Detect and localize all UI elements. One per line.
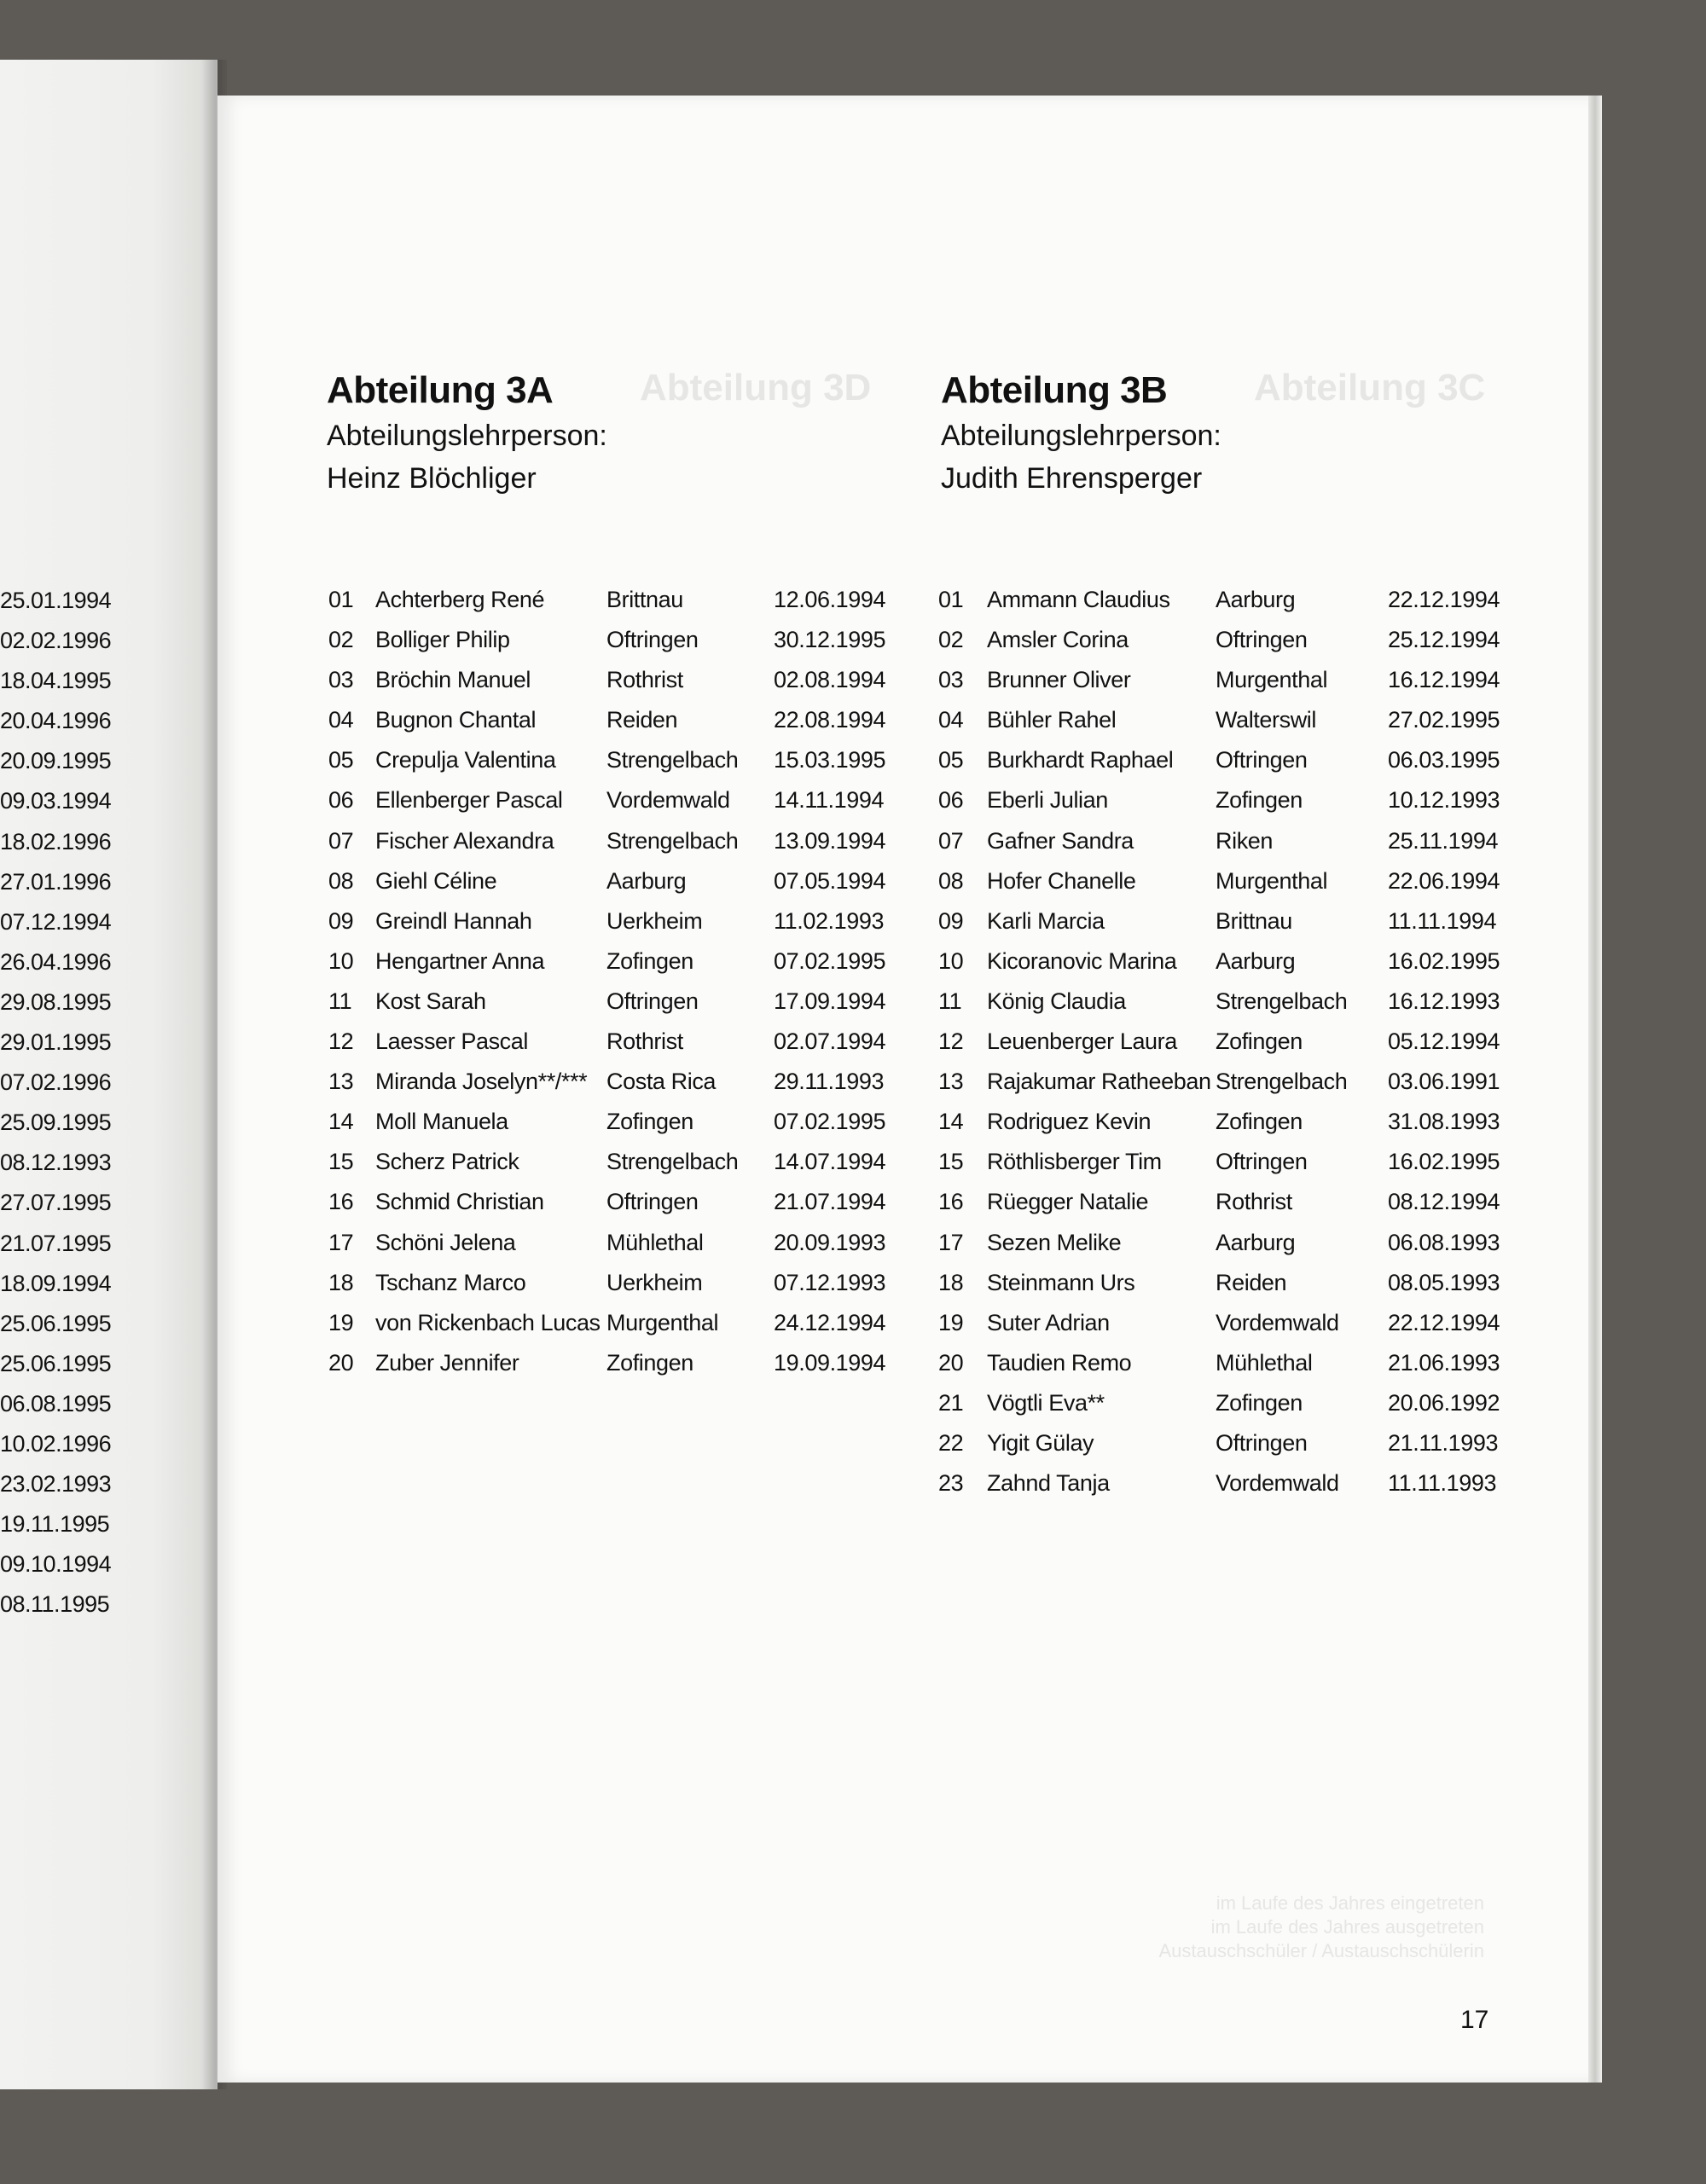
student-nr: 09 [938, 907, 964, 934]
student-place: Uerkheim [606, 907, 703, 934]
student-name: Rodriguez Kevin [987, 1109, 1152, 1135]
student-nr: 01 [328, 587, 354, 612]
student-date: 20.06.1992 [1388, 1389, 1500, 1416]
student-nr: 03 [938, 667, 964, 693]
student-name: Burkhardt Raphael [987, 747, 1174, 773]
student-name: Steinmann Urs [987, 1269, 1135, 1295]
section-3a-student-list [328, 580, 886, 1383]
student-name: König Claudia [987, 988, 1126, 1014]
student-nr: 08 [938, 867, 964, 894]
student-nr: 05 [938, 747, 964, 773]
student-nr: 13 [328, 1069, 354, 1095]
student-name: Zahnd Tanja [987, 1470, 1110, 1497]
section-3a-header [327, 367, 607, 500]
student-nr: 01 [938, 587, 964, 612]
student-name: Ammann Claudius [987, 587, 1170, 612]
student-name: Suter Adrian [987, 1309, 1110, 1335]
student-name: Karli Marcia [987, 907, 1105, 934]
student-nr: 11 [938, 988, 962, 1014]
left-page-date: 25.06.1995 [0, 1350, 112, 1376]
student-place: Oftringen [606, 1189, 699, 1215]
student-date: 05.12.1994 [1388, 1028, 1500, 1055]
student-place: Zofingen [1216, 787, 1303, 814]
student-date: 13.09.1994 [774, 827, 886, 854]
student-name: Rajakumar Ratheeban [987, 1069, 1211, 1095]
left-page-date: 25.06.1995 [0, 1310, 112, 1336]
left-page-date: 26.04.1996 [0, 948, 112, 975]
footnote: Austauschschüler / Austauschschülerin [1158, 1940, 1484, 1961]
student-row [938, 1102, 1501, 1142]
student-name: Sezen Melike [987, 1229, 1122, 1255]
student-row [328, 740, 886, 780]
student-row [938, 1343, 1501, 1383]
student-place: Brittnau [606, 587, 683, 612]
student-name: Schöni Jelena [375, 1229, 516, 1255]
student-place: Zofingen [1216, 1109, 1303, 1135]
student-row [328, 700, 886, 740]
left-page-date: 08.12.1993 [0, 1150, 112, 1176]
student-name: Bröchin Manuel [375, 667, 531, 693]
left-page-date: 25.09.1995 [0, 1109, 112, 1136]
student-date: 22.12.1994 [1388, 1309, 1500, 1335]
student-place: Oftringen [1216, 627, 1308, 653]
student-date: 07.02.1995 [774, 1109, 886, 1135]
student-row [938, 580, 1501, 620]
page-number: 17 [1460, 2006, 1489, 2034]
student-date: 21.06.1993 [1388, 1349, 1500, 1376]
student-name: Miranda Joselyn**/*** [375, 1069, 588, 1095]
student-place: Strengelbach [606, 827, 739, 854]
student-row [938, 1142, 1501, 1182]
student-date: 25.11.1994 [1388, 827, 1499, 854]
student-name: Rüegger Natalie [987, 1189, 1149, 1215]
student-row [938, 1423, 1501, 1463]
student-row [938, 1022, 1501, 1062]
show-through-footnotes [1075, 1891, 1484, 1963]
show-through-heading-3c: Abteilung 3C [1254, 367, 1486, 408]
student-row [938, 861, 1501, 901]
student-nr: 10 [938, 947, 964, 974]
student-row [328, 1062, 883, 1102]
student-row [328, 1223, 886, 1263]
student-date: 11.11.1994 [1388, 907, 1497, 934]
left-page-date: 19.11.1995 [0, 1511, 110, 1538]
student-name: Eberli Julian [987, 787, 1108, 814]
student-date: 07.05.1994 [774, 867, 886, 894]
student-row [328, 1102, 886, 1142]
student-nr: 02 [328, 627, 354, 653]
student-row [328, 1142, 886, 1182]
student-place: Walterswil [1216, 707, 1317, 733]
student-nr: 14 [328, 1109, 354, 1135]
student-name: Greindl Hannah [375, 907, 532, 934]
student-row [938, 1263, 1501, 1303]
student-row [328, 660, 886, 700]
student-name: Crepulja Valentina [375, 747, 556, 773]
left-page-date: 18.04.1995 [0, 668, 112, 694]
student-nr: 15 [328, 1149, 354, 1175]
student-nr: 07 [328, 827, 354, 854]
teacher-label: Abteilungslehrperson: [327, 420, 607, 452]
section-title: Abteilung 3B [941, 369, 1168, 411]
student-row [938, 1182, 1501, 1222]
student-nr: 14 [938, 1109, 964, 1135]
student-row [328, 1182, 886, 1222]
student-row [328, 821, 886, 861]
student-nr: 05 [328, 747, 354, 773]
student-name: Leuenberger Laura [987, 1028, 1177, 1055]
left-page-date: 29.08.1995 [0, 988, 112, 1015]
student-nr: 15 [938, 1149, 964, 1175]
student-nr: 19 [938, 1309, 964, 1335]
student-date: 08.05.1993 [1388, 1269, 1500, 1295]
student-nr: 16 [328, 1189, 354, 1215]
student-row [938, 620, 1501, 660]
student-place: Mühlethal [1216, 1349, 1313, 1376]
left-page-date: 07.12.1994 [0, 908, 112, 935]
student-name: Scherz Patrick [375, 1149, 519, 1175]
section-3b-student-list [938, 580, 1501, 1503]
student-name: Kicoranovic Marina [987, 947, 1177, 974]
student-place: Vordemwald [1216, 1309, 1339, 1335]
student-nr: 16 [938, 1189, 964, 1215]
student-name: Vögtli Eva** [987, 1389, 1105, 1416]
teacher-name: Heinz Blöchliger [327, 462, 537, 495]
student-name: Moll Manuela [375, 1109, 508, 1135]
section-title: Abteilung 3A [327, 369, 554, 411]
student-name: Hengartner Anna [375, 947, 545, 974]
left-page-date: 29.01.1995 [0, 1029, 112, 1056]
student-row [938, 821, 1501, 861]
student-place: Aarburg [606, 867, 687, 894]
left-page-date: 02.02.1996 [0, 628, 112, 654]
student-place: Zofingen [606, 947, 693, 974]
student-row [938, 901, 1501, 941]
student-nr: 12 [328, 1028, 354, 1055]
student-name: Bühler Rahel [987, 707, 1117, 733]
student-nr: 02 [938, 627, 964, 653]
left-page-date: 20.04.1996 [0, 708, 112, 734]
student-date: 21.11.1993 [1388, 1429, 1499, 1456]
student-place: Mühlethal [606, 1229, 704, 1255]
student-date: 12.06.1994 [774, 587, 886, 612]
left-page-date: 25.01.1994 [0, 588, 112, 613]
student-place: Zofingen [606, 1349, 693, 1376]
student-place: Murgenthal [1216, 867, 1328, 894]
student-name: Röthlisberger Tim [987, 1149, 1162, 1175]
student-place: Murgenthal [1216, 667, 1328, 693]
student-name: Hofer Chanelle [987, 867, 1136, 894]
student-row [938, 660, 1501, 700]
student-row [938, 1303, 1501, 1343]
student-place: Strengelbach [1216, 1069, 1348, 1095]
footnote: im Laufe des Jahres eingetreten [1216, 1892, 1484, 1914]
student-row [938, 982, 1501, 1022]
student-name: Taudien Remo [987, 1349, 1132, 1376]
student-date: 10.12.1993 [1388, 787, 1500, 814]
student-date: 16.02.1995 [1388, 947, 1500, 974]
student-nr: 23 [938, 1470, 964, 1497]
student-row [938, 941, 1501, 982]
student-place: Zofingen [1216, 1389, 1303, 1416]
student-date: 16.02.1995 [1388, 1149, 1500, 1175]
left-page-date: 18.02.1996 [0, 828, 112, 854]
student-name: von Rickenbach Lucas [375, 1309, 601, 1335]
student-row [938, 740, 1501, 780]
student-row [938, 1383, 1501, 1423]
student-name: Schmid Christian [375, 1189, 544, 1215]
student-date: 02.07.1994 [774, 1028, 886, 1055]
student-date: 19.09.1994 [774, 1349, 886, 1376]
student-date: 02.08.1994 [774, 667, 886, 693]
student-place: Aarburg [1216, 1229, 1296, 1255]
left-page-date: 27.07.1995 [0, 1190, 112, 1216]
left-page-date: 06.08.1995 [0, 1390, 112, 1416]
left-page-date: 07.02.1996 [0, 1069, 112, 1096]
student-nr: 08 [328, 867, 354, 894]
student-place: Vordemwald [606, 787, 730, 814]
student-name: Gafner Sandra [987, 827, 1134, 854]
student-place: Strengelbach [1216, 988, 1348, 1014]
student-row [938, 700, 1501, 740]
student-place: Rothrist [606, 667, 683, 693]
student-date: 29.11.1993 [774, 1069, 885, 1095]
student-nr: 21 [938, 1389, 964, 1416]
student-nr: 20 [938, 1349, 964, 1376]
student-date: 17.09.1994 [774, 988, 886, 1014]
page-edge [1588, 96, 1602, 2083]
student-date: 06.03.1995 [1388, 747, 1500, 773]
student-date: 14.11.1994 [774, 787, 885, 814]
student-nr: 06 [938, 787, 964, 814]
left-page-date: 10.02.1996 [0, 1430, 112, 1457]
student-place: Rothrist [1216, 1189, 1292, 1215]
student-row [328, 1022, 886, 1062]
student-place: Reiden [1216, 1269, 1287, 1295]
student-place: Zofingen [606, 1109, 693, 1135]
student-nr: 17 [328, 1229, 354, 1255]
student-date: 11.02.1993 [774, 907, 885, 934]
student-row [328, 941, 886, 982]
student-date: 20.09.1993 [774, 1229, 886, 1255]
student-date: 07.02.1995 [774, 947, 886, 974]
show-through-heading-3d: Abteilung 3D [640, 367, 872, 408]
student-place: Oftringen [1216, 1149, 1308, 1175]
student-nr: 18 [938, 1269, 964, 1295]
student-date: 22.08.1994 [774, 707, 886, 733]
student-row [938, 1463, 1501, 1503]
student-place: Murgenthal [606, 1309, 719, 1335]
student-date: 27.02.1995 [1388, 707, 1500, 733]
student-nr: 04 [938, 707, 964, 733]
left-page-date: 20.09.1995 [0, 748, 112, 774]
student-nr: 22 [938, 1429, 964, 1456]
student-nr: 17 [938, 1229, 964, 1255]
student-nr: 12 [938, 1028, 964, 1055]
student-date: 06.08.1993 [1388, 1229, 1500, 1255]
student-nr: 20 [328, 1349, 354, 1376]
student-date: 15.03.1995 [774, 747, 886, 773]
student-nr: 11 [328, 988, 352, 1014]
student-place: Uerkheim [606, 1269, 703, 1295]
student-nr: 18 [328, 1269, 354, 1295]
student-row [938, 1062, 1501, 1102]
left-page-date: 09.10.1994 [0, 1551, 112, 1578]
student-date: 22.12.1994 [1388, 587, 1500, 612]
student-name: Bolliger Philip [375, 627, 510, 653]
student-row [328, 780, 883, 820]
left-page-dates [0, 581, 218, 1625]
student-date: 03.06.1991 [1388, 1069, 1500, 1095]
teacher-label: Abteilungslehrperson: [941, 420, 1221, 452]
student-date: 16.12.1994 [1388, 667, 1500, 693]
footnote: im Laufe des Jahres ausgetreten [1210, 1916, 1484, 1938]
student-row [328, 861, 886, 901]
student-row [938, 780, 1501, 820]
student-date: 08.12.1994 [1388, 1189, 1500, 1215]
student-name: Fischer Alexandra [375, 827, 554, 854]
student-place: Oftringen [606, 627, 699, 653]
student-row [328, 620, 886, 660]
left-page-date: 23.02.1993 [0, 1471, 112, 1498]
left-page-date: 27.01.1996 [0, 868, 112, 895]
student-place: Aarburg [1216, 587, 1296, 612]
student-date: 24.12.1994 [774, 1309, 886, 1335]
student-nr: 04 [328, 707, 354, 733]
student-row [328, 901, 883, 941]
student-row [938, 1223, 1501, 1263]
student-row [328, 1303, 886, 1343]
student-name: Brunner Oliver [987, 667, 1131, 693]
student-row [328, 1263, 886, 1303]
student-nr: 06 [328, 787, 354, 814]
student-row [328, 1343, 886, 1383]
student-date: 31.08.1993 [1388, 1109, 1500, 1135]
student-date: 16.12.1993 [1388, 988, 1500, 1014]
section-3b-header [941, 367, 1221, 500]
student-nr: 09 [328, 907, 354, 934]
student-name: Ellenberger Pascal [375, 787, 563, 814]
student-date: 14.07.1994 [774, 1149, 886, 1175]
student-nr: 13 [938, 1069, 964, 1095]
student-date: 22.06.1994 [1388, 867, 1500, 894]
student-place: Reiden [606, 707, 678, 733]
student-date: 30.12.1995 [774, 627, 886, 653]
student-name: Laesser Pascal [375, 1028, 528, 1055]
student-place: Brittnau [1216, 907, 1292, 934]
student-name: Zuber Jennifer [375, 1349, 519, 1376]
student-name: Achterberg René [375, 587, 545, 612]
student-place: Strengelbach [606, 747, 739, 773]
student-name: Giehl Céline [375, 867, 497, 894]
student-nr: 19 [328, 1309, 354, 1335]
left-page-date: 09.03.1994 [0, 788, 112, 814]
student-place: Rothrist [606, 1028, 683, 1055]
student-place: Costa Rica [606, 1069, 717, 1095]
student-row [328, 982, 886, 1022]
student-place: Riken [1216, 827, 1274, 854]
student-date: 11.11.1993 [1388, 1470, 1497, 1497]
student-name: Yigit Gülay [987, 1429, 1094, 1456]
teacher-name: Judith Ehrensperger [941, 462, 1203, 495]
student-name: Amsler Corina [987, 627, 1129, 653]
student-name: Bugnon Chantal [375, 707, 537, 733]
student-place: Strengelbach [606, 1149, 739, 1175]
student-nr: 07 [938, 827, 964, 854]
student-nr: 10 [328, 947, 354, 974]
left-page-date: 08.11.1995 [0, 1591, 110, 1618]
student-name: Tschanz Marco [375, 1269, 526, 1295]
student-place: Aarburg [1216, 947, 1296, 974]
student-place: Vordemwald [1216, 1470, 1339, 1497]
left-page-date: 18.09.1994 [0, 1270, 112, 1296]
student-nr: 03 [328, 667, 354, 693]
student-date: 25.12.1994 [1388, 627, 1500, 653]
student-place: Oftringen [1216, 747, 1308, 773]
student-place: Zofingen [1216, 1028, 1303, 1055]
student-name: Kost Sarah [375, 988, 486, 1014]
student-place: Oftringen [606, 988, 699, 1014]
student-date: 07.12.1993 [774, 1269, 886, 1295]
student-date: 21.07.1994 [774, 1189, 886, 1215]
student-row [328, 580, 886, 620]
student-place: Oftringen [1216, 1429, 1308, 1456]
left-page-date: 21.07.1995 [0, 1230, 112, 1256]
